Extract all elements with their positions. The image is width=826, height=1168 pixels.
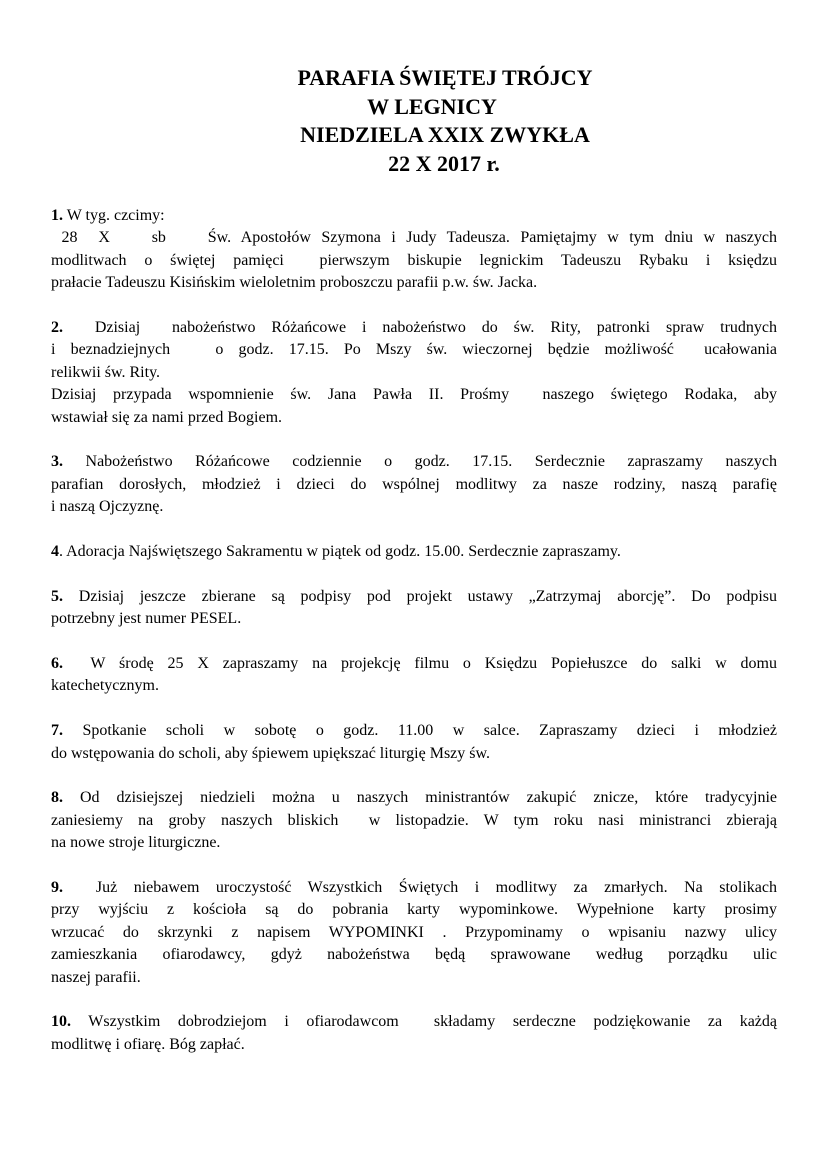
announcement-text: naszej parafii. [51,968,141,986]
announcement-line [51,810,777,832]
announcement-line [51,899,777,921]
announcement-text: i beznadziejnych o godz. 17.15. Po Mszy św. wieczornej będzie możliwość ucałowania [51,341,777,359]
announcement-text: na nowe stroje liturgiczne. [51,834,221,852]
announcement-item [51,653,777,698]
announcement-text: Nabożeństwo Różańcowe codziennie o godz. 17.15. Serdecznie zapraszamy naszych [63,453,777,471]
announcement-item [51,787,777,854]
announcement-text: W tyg. czcimy: [63,207,165,224]
announcement-number: 8. [51,789,63,807]
announcement-item [51,451,777,518]
announcement-text: Dzisiaj nabożeństwo Różańcowe i nabożeństwo do św. Rity, patronki spraw trudnych [63,319,777,337]
announcement-line [51,1011,777,1033]
announcement-text: przy wyjściu z kościoła są do pobrania karty wypominkowe. Wypełnione karty prosimy [51,901,777,919]
announcement-line [51,922,777,944]
announcement-line [51,967,777,989]
announcement-line [51,227,777,249]
announcement-item [51,317,777,429]
announcement-text: modlitwach o świętej pamięci pierwszym biskupie legnickim Tadeuszu Rybaku i księdzu [51,251,777,269]
header-city: W LEGNICY [367,93,497,119]
announcement-item [51,541,777,563]
announcement-text: Wszystkim dobrodziejom i ofiarodawcom składamy serdeczne podziękowanie za każdą [71,1013,777,1031]
announcement-item [51,720,777,765]
announcement-text: Od dzisiejszej niedzieli można u naszych ministrantów zakupić znicze, które tradycyjnie [63,789,777,807]
announcement-line [51,496,777,518]
header-parish-name: PARAFIA ŚWIĘTEJ TRÓJCY [297,65,593,90]
announcements-list [51,205,777,1079]
announcement-text: Spotkanie scholi w sobotę o godz. 11.00 w salce. Zapraszamy dzieci i młodzież [63,722,777,740]
announcement-text: zamieszkania ofiarodawcy, gdyż nabożeństwa będą sprawowane według porządku ulic [51,946,777,964]
announcement-line [51,877,777,899]
announcement-line [51,743,777,765]
announcement-text: prałacie Tadeuszu Kisińskim wieloletnim proboszczu parafii p.w. św. Jacka. [51,274,538,292]
announcement-text: modlitwę i ofiarę. Bóg zapłać. [51,1035,245,1053]
announcement-line [51,317,777,339]
announcement-number: 1. [51,207,63,224]
announcement-item [51,1011,777,1056]
announcement-line [51,384,777,406]
announcement-number: 2. [51,319,63,337]
announcement-text: katechetycznym. [51,677,159,695]
announcement-line [51,250,777,272]
announcement-text: 28 X sb Św. Apostołów Szymona i Judy Tadeusza. Pamiętajmy w tym dniu w naszych [51,229,777,247]
announcement-line [51,608,777,630]
announcement-line [51,205,777,227]
announcement-line [51,586,777,608]
announcement-number: 9. [51,879,63,897]
header-date: 22 X 2017 r. [388,150,500,176]
header-sunday-title: NIEDZIELA XXIX ZWYKŁA [300,122,590,147]
announcement-text: Już niebawem uroczystość Wszystkich Świętych i modlitwy za zmarłych. Na stolikach [63,879,777,897]
announcement-text: do wstępowania do scholi, aby śpiewem upiększać liturgię Mszy św. [51,744,491,762]
announcement-line [51,653,777,675]
announcement-line [51,832,777,854]
announcement-text: relikwii św. Rity. [51,363,161,381]
announcement-number: 6. [51,655,63,673]
announcement-number: 4 [51,543,59,561]
announcement-line [51,339,777,361]
announcement-number: 7. [51,722,63,740]
announcement-text: Dzisiaj jeszcze zbierane są podpisy pod projekt ustawy „Zatrzymaj aborcję”. Do podpisu [63,587,777,605]
announcement-line [51,675,777,697]
announcement-text: wstawiał się za nami przed Bogiem. [51,408,283,426]
announcement-line [51,1034,777,1056]
announcement-item [51,586,777,631]
document-header [0,64,826,178]
announcement-text: Dzisiaj przypada wspomnienie św. Jana Pawła II. Prośmy naszego świętego Rodaka, aby [51,386,777,404]
announcement-line [51,362,777,384]
announcement-line [51,944,777,966]
announcement-number: 3. [51,453,63,471]
announcement-text: potrzebny jest numer PESEL. [51,610,242,628]
announcement-number: 5. [51,587,63,605]
announcement-item [51,205,777,295]
announcement-item [51,877,777,989]
announcement-text: i naszą Ojczyznę. [51,498,164,516]
announcement-line [51,451,777,473]
announcement-text: . Adoracja Najświętszego Sakramentu w piątek od godz. 15.00. Serdecznie zapraszamy. [59,543,621,561]
announcement-text: wrzucać do skrzynki z napisem WYPOMINKI . Przypominamy o wpisaniu nazwy ulicy [51,923,777,941]
announcement-text: zaniesiemy na groby naszych bliskich w listopadzie. W tym roku nasi ministranci zbierają [51,811,777,829]
announcement-line [51,474,777,496]
announcement-line [51,407,777,429]
announcement-line [51,541,777,563]
announcement-line [51,720,777,742]
announcement-text: parafian dorosłych, młodzież i dzieci do wspólnej modlitwy za nasze rodziny, naszą parafię [51,475,777,493]
announcement-line [51,787,777,809]
announcement-number: 10. [51,1013,71,1031]
announcement-line [51,272,777,294]
announcement-text: W środę 25 X zapraszamy na projekcję filmu o Księdzu Popiełuszce do salki w domu [63,655,777,673]
